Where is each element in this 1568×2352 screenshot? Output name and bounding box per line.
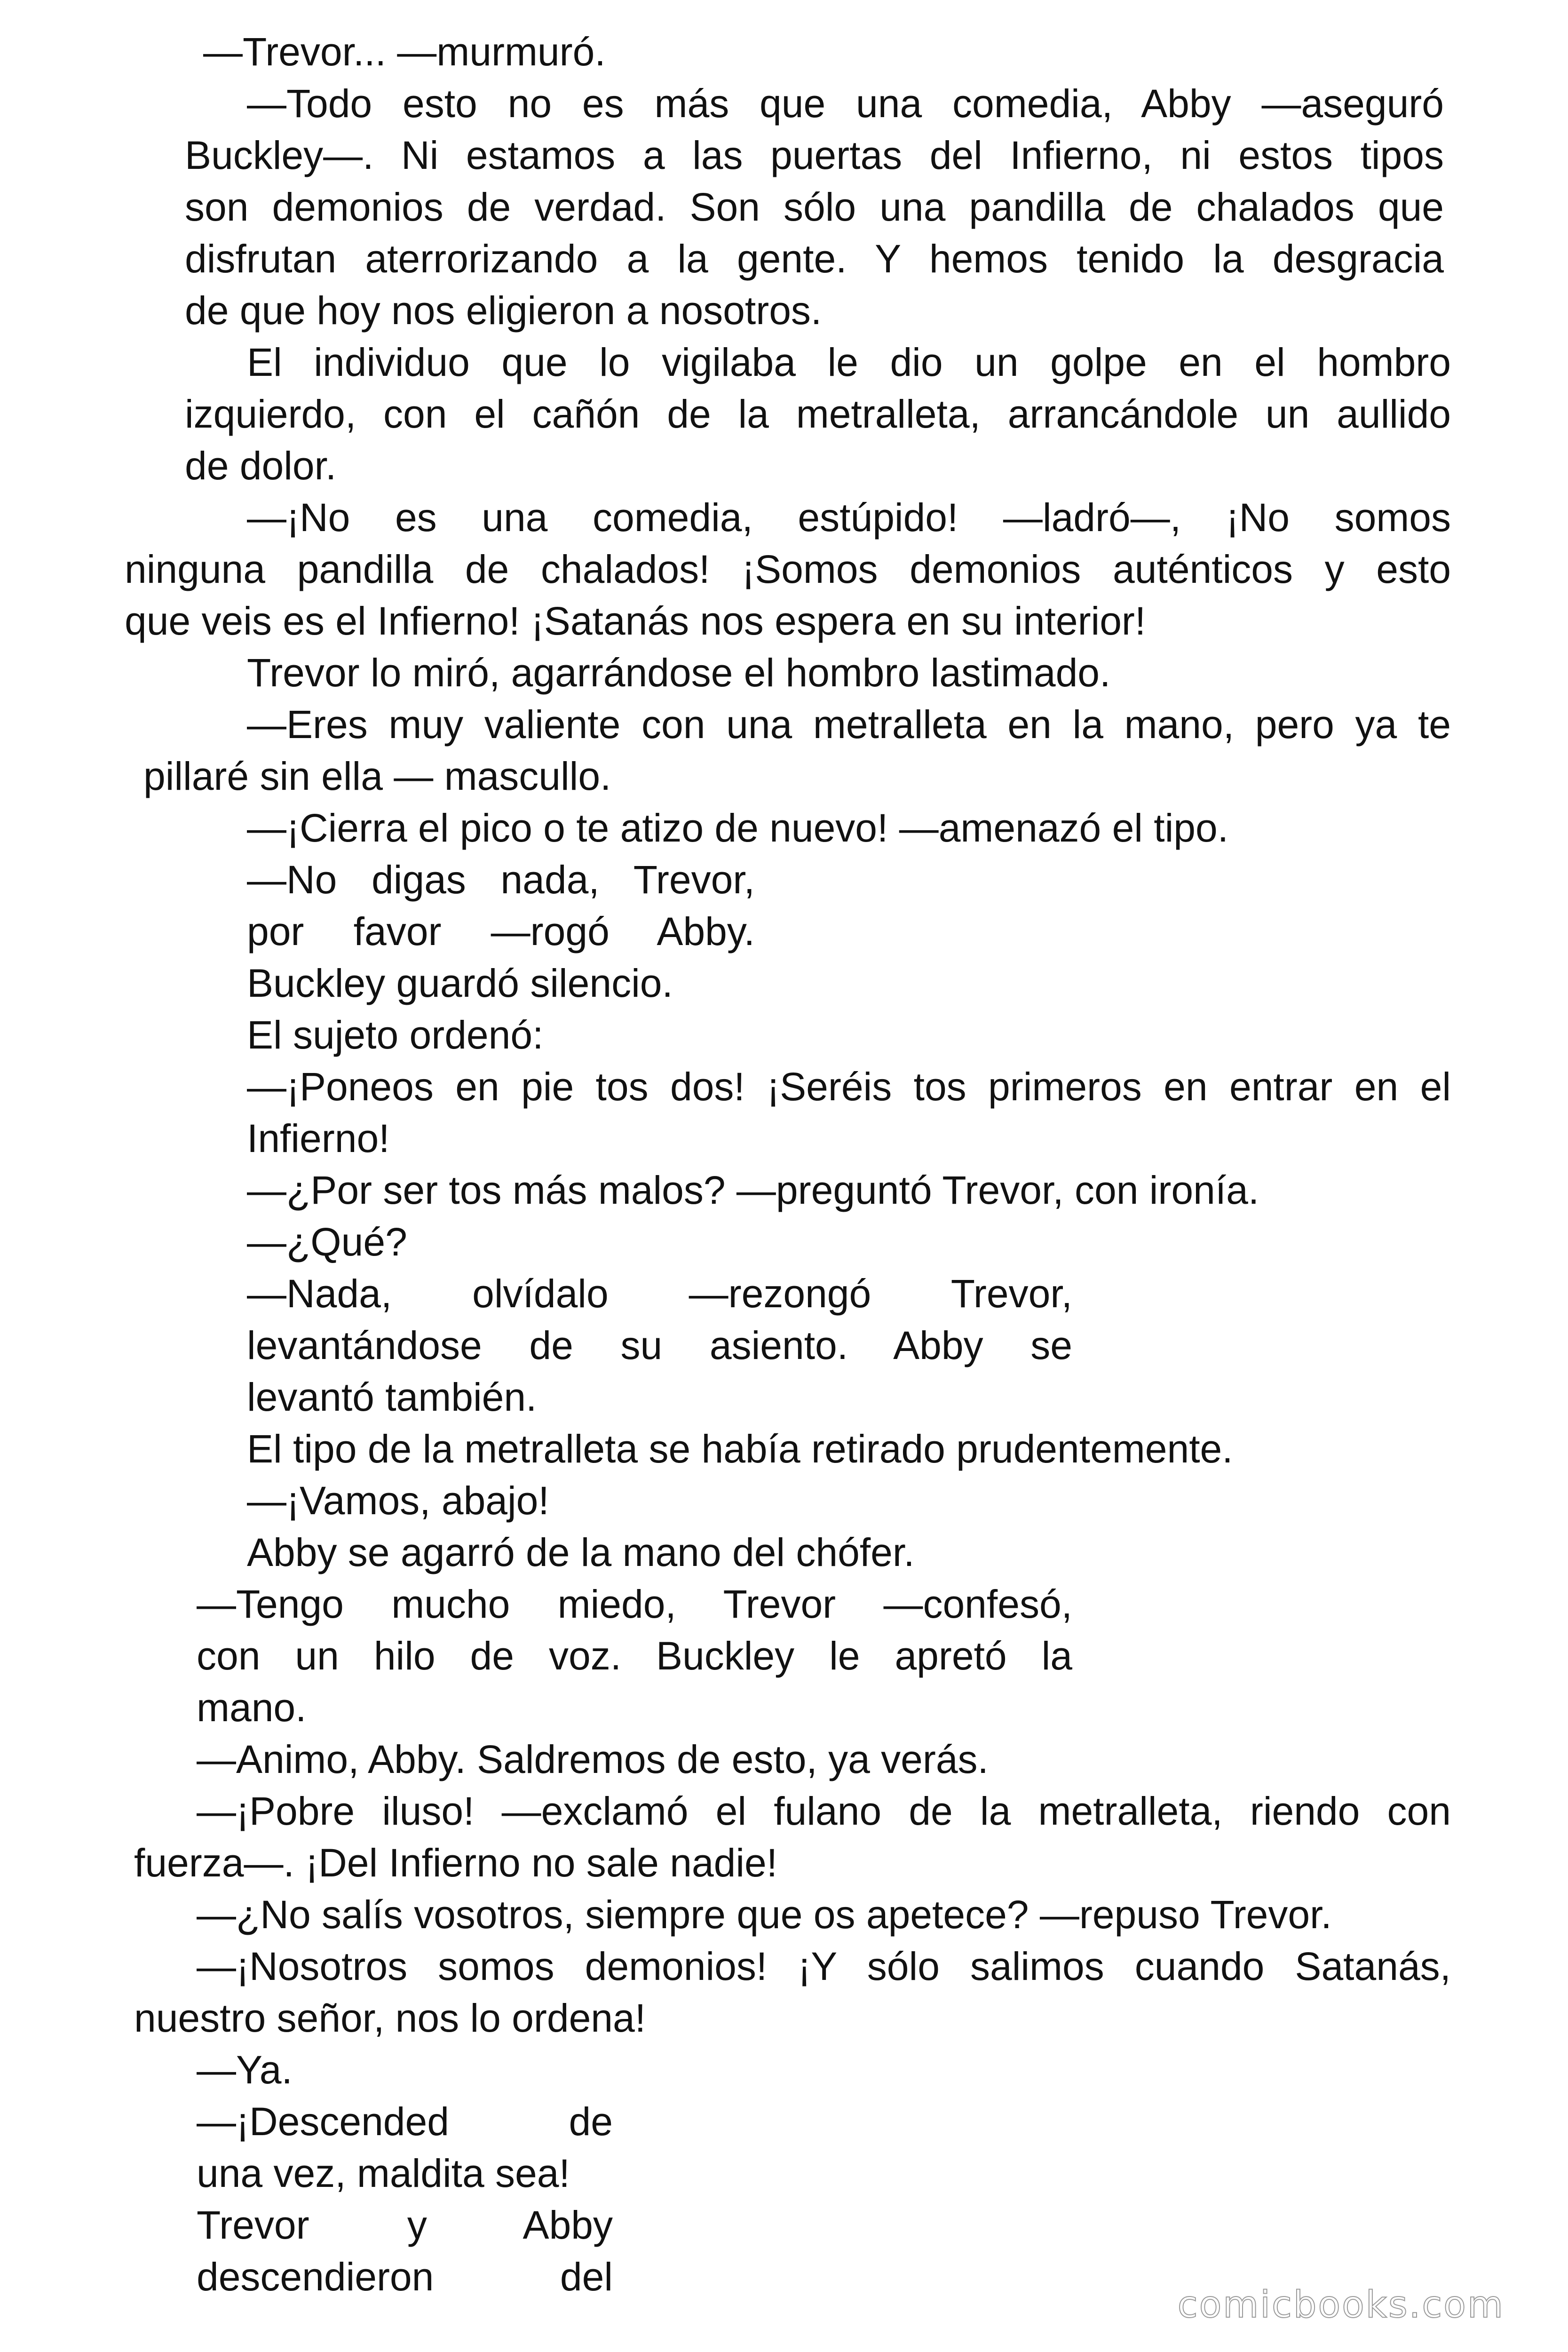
text-line: izquierdo, con el cañón de la metralleta, arrancándole un aullido (185, 392, 1451, 436)
text-line: —No digas nada, Trevor, (247, 858, 755, 902)
text-line: —¿Por ser tos más malos? —preguntó Trevor, con ironía. (247, 1168, 1259, 1212)
text-line: una vez, maldita sea! (197, 2151, 570, 2195)
text-line: son demonios de verdad. Son sólo una pandilla de chalados que (185, 185, 1444, 229)
text-line: con un hilo de voz. Buckley le apretó la (197, 1634, 1072, 1678)
text-line: fuerza—. ¡Del Infierno no sale nadie! (134, 1841, 778, 1885)
text-line: levantándose de su asiento. Abby se (247, 1323, 1072, 1367)
text-line: —¡Descended de (197, 2099, 613, 2144)
text-line: Trevor y Abby (197, 2203, 613, 2247)
text-line: —Nada, olvídalo —rezongó Trevor, (247, 1271, 1072, 1316)
text-line: nuestro señor, nos lo ordena! (134, 1996, 646, 2040)
text-line: —Eres muy valiente con una metralleta en la mano, pero ya te (247, 702, 1451, 747)
text-line: Infierno! (247, 1116, 390, 1160)
text-line: —¡Cierra el pico o te atizo de nuevo! —amenazó el tipo. (247, 806, 1229, 850)
text-line: por favor —rogó Abby. (247, 909, 755, 954)
text-line: —¡Vamos, abajo! (247, 1478, 549, 1523)
text-line: mano. (197, 1685, 307, 1730)
text-line: levantó también. (247, 1375, 537, 1419)
text-line: de dolor. (185, 444, 337, 488)
text-line: —¡Poneos en pie tos dos! ¡Seréis tos primeros en entrar en el (247, 1065, 1451, 1109)
text-line: —¡Pobre iluso! —exclamó el fulano de la metralleta, riendo con (197, 1789, 1451, 1833)
watermark: comicbooks.com (1177, 2284, 1505, 2326)
text-line: —Animo, Abby. Saldremos de esto, ya verás. (197, 1737, 989, 1781)
text-line: —¡Nosotros somos demonios! ¡Y sólo salimos cuando Satanás, (197, 1944, 1451, 1988)
text-line: de que hoy nos eligieron a nosotros. (185, 288, 822, 333)
text-line: Buckley—. Ni estamos a las puertas del Infierno, ni estos tipos (185, 133, 1444, 177)
text-line: —Todo esto no es más que una comedia, Abby —aseguró (247, 81, 1444, 126)
text-line: descendieron del (197, 2255, 613, 2299)
text-line: El sujeto ordenó: (247, 1013, 544, 1057)
text-line: —¡No es una comedia, estúpido! —ladró—, ¡No somos (247, 495, 1451, 540)
text-line: El individuo que lo vigilaba le dio un golpe en el hombro (247, 340, 1451, 384)
text-line: —Trevor... —murmuró. (203, 30, 606, 74)
text-line: que veis es el Infierno! ¡Satanás nos espera en su interior! (125, 599, 1146, 643)
text-line: Abby se agarró de la mano del chófer. (247, 1530, 915, 1574)
text-line: disfrutan aterrorizando a la gente. Y hemos tenido la desgracia (185, 237, 1444, 281)
text-line: Trevor lo miró, agarrándose el hombro lastimado. (247, 651, 1111, 695)
text-line: —¿No salís vosotros, siempre que os apetece? —repuso Trevor. (197, 1892, 1332, 1937)
text-line: —Ya. (197, 2048, 293, 2092)
text-line: —¿Qué? (247, 1220, 407, 1264)
text-line: —Tengo mucho miedo, Trevor —confesó, (197, 1582, 1072, 1626)
text-line: El tipo de la metralleta se había retirado prudentemente. (247, 1427, 1233, 1471)
text-line: ninguna pandilla de chalados! ¡Somos demonios auténticos y esto (125, 547, 1451, 591)
text-line: Buckley guardó silencio. (247, 961, 673, 1005)
text-line: pillaré sin ella — mascullo. (143, 754, 611, 798)
